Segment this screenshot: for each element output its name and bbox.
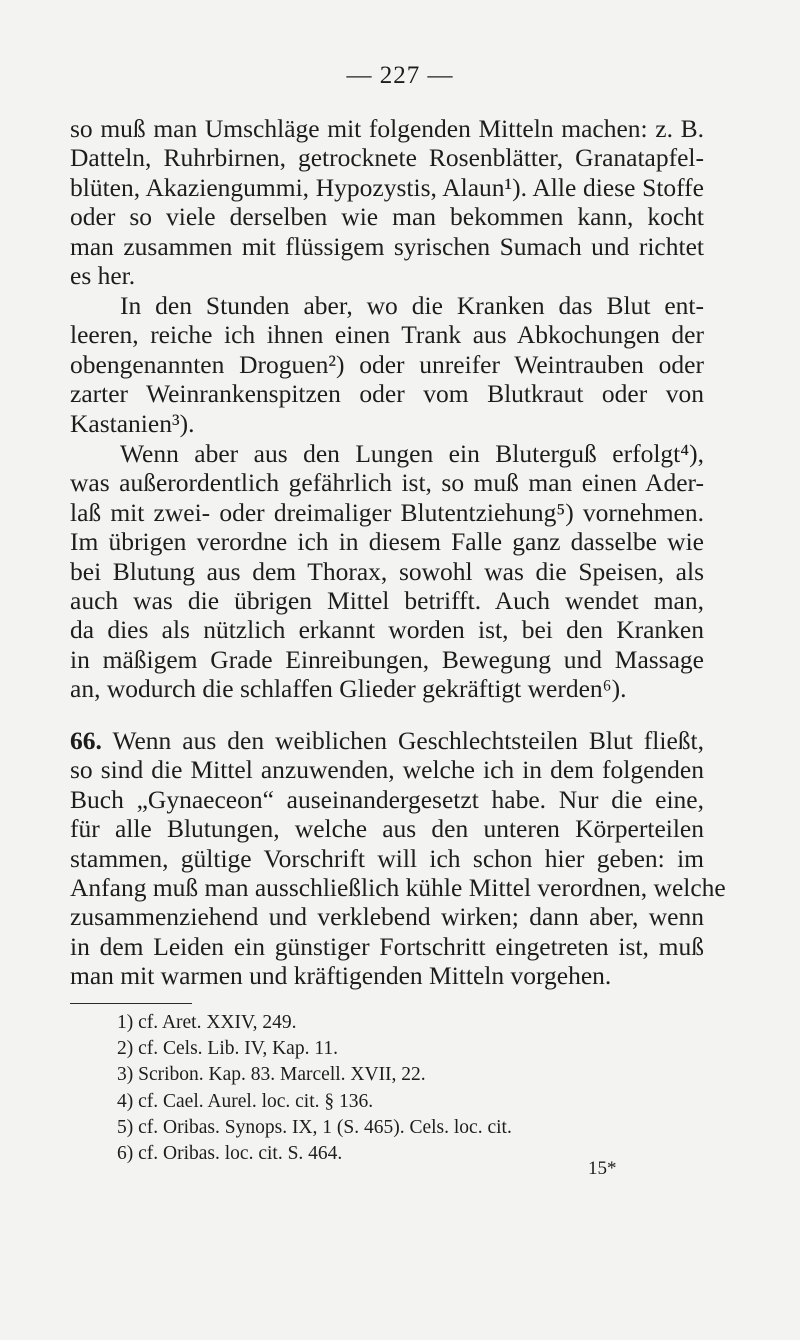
text-line: bei Blutung aus dem Thorax, sowohl was die Speisen, als: [70, 556, 704, 586]
text-line: obengenannten Droguen²) oder unreifer Weintrauben oder: [70, 349, 704, 379]
text-line: Kastanien³).: [70, 408, 195, 438]
footnote: 2) cf. Cels. Lib. IV, Kap. 11.: [117, 1038, 338, 1060]
footnote: 3) Scribon. Kap. 83. Marcell. XVII, 22.: [117, 1064, 426, 1086]
text-line: zusammenziehend und verklebend wirken; dann aber, wenn: [70, 902, 704, 932]
text-line: Datteln, Ruhrbirnen, getrocknete Rosenblätter, Granatapfel-: [70, 143, 704, 173]
footnote-divider: [70, 1003, 192, 1004]
text-line: auch was die übrigen Mittel betrifft. Auch wendet man,: [70, 586, 704, 616]
text-line: man zusammen mit flüssigem syrischen Sumach und richtet: [70, 231, 704, 261]
paragraph-66: [70, 726, 726, 991]
text-line: stammen, gültige Vorschrift will ich schon hier geben: im: [70, 843, 704, 873]
text-line: Buch „Gynaeceon“ auseinandergesetzt habe. Nur die eine,: [70, 784, 704, 814]
text-line: für alle Blutungen, welche aus den unteren Körperteilen: [70, 814, 704, 844]
paragraph-2: [70, 291, 704, 438]
footnote: 6) cf. Oribas. loc. cit. S. 464.: [117, 1143, 343, 1165]
footnote: 5) cf. Oribas. Synops. IX, 1 (S. 465). Cels. loc. cit.: [117, 1116, 512, 1138]
footnotes: [117, 1010, 512, 1167]
text-line: in dem Leiden ein günstiger Fortschritt eingetreten ist, muß: [70, 931, 704, 961]
footnote: 1) cf. Aret. XXIV, 249.: [117, 1012, 297, 1033]
text-line: leeren, reiche ich ihnen einen Trank aus Abkochungen der: [70, 320, 704, 350]
text-line: so sind die Mittel anzuwenden, welche ich in dem folgenden: [70, 755, 704, 785]
text-line: laß mit zwei- oder dreimaliger Blutentziehung⁵) vornehmen.: [70, 497, 704, 527]
text-line: in mäßigem Grade Einreibungen, Bewegung und Massage: [70, 644, 704, 674]
text-line: Wenn aber aus den Lungen ein Bluterguß erfolgt⁴),: [120, 439, 704, 468]
text-line: es her.: [70, 261, 136, 291]
text-line: [70, 726, 704, 755]
text-line: man mit warmen und kräftigenden Mitteln vorgehen.: [70, 961, 612, 991]
section-number: 66.: [70, 726, 102, 755]
printer-signature: 15*: [588, 1158, 617, 1179]
text-line: oder so viele derselben wie man bekommen kann, kocht: [70, 202, 704, 232]
text-line: so muß man Umschläge mit folgenden Mitteln machen: z. B.: [70, 114, 704, 143]
text-line: blüten, Akaziengummi, Hypozystis, Alaun¹). Alle diese Stoffe: [70, 172, 704, 202]
text-line: Im übrigen verordne ich in diesem Falle ganz dasselbe wie: [70, 527, 704, 557]
text-line: was außerordentlich gefährlich ist, so muß man einen Ader-: [70, 468, 704, 498]
text-line: zarter Weinrankenspitzen oder vom Blutkraut oder von: [70, 379, 704, 409]
text-line: In den Stunden aber, wo die Kranken das Blut ent-: [120, 291, 704, 320]
footnote: 4) cf. Cael. Aurel. loc. cit. § 136.: [117, 1090, 374, 1112]
text-line-content: Wenn aus den weiblichen Geschlechtsteilen Blut fließt,: [112, 726, 704, 755]
paragraph-3: [70, 439, 704, 704]
paragraph-1: [70, 114, 704, 290]
text-line: Anfang muß man ausschließlich kühle Mittel verordnen, welche: [70, 873, 726, 903]
text-line: an, wodurch die schlaffen Glieder gekräftigt werden⁶).: [70, 674, 627, 704]
text-line: da dies als nützlich erkannt worden ist, bei den Kranken: [70, 615, 704, 645]
page-number: — 227 —: [346, 62, 454, 89]
